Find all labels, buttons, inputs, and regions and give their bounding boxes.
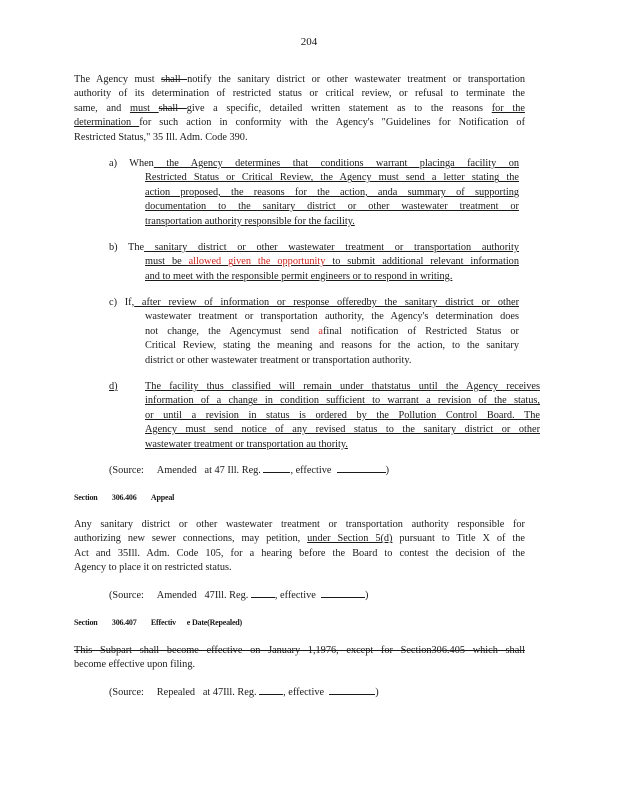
- blank-line: [337, 463, 386, 473]
- text-line: same, and must shall give a specific, detailed written statement as to the reasons for the: [74, 102, 525, 114]
- blank-line: [259, 685, 283, 695]
- blank-line: [263, 463, 290, 473]
- text-line: authority of its determination of restricted status or critical review, or refusal to terminate the: [74, 88, 525, 100]
- source-note: (Source: Repealed at 47Ill. Reg. , effective ): [109, 687, 379, 698]
- subsection-c-body: wastewater treatment or transportation authority, the Agency's determination does not change, the Agencymust send afinal notification of Restricted Status or Critical Review, stating the meaning and reasons for the action, to the sanitary district or other wastewater treatment or transportation authority.: [145, 311, 519, 366]
- paragraph-effective-date: This Subpart shall become effective on January 1,1976, except for Section306.405 which shall become effective upon filing.: [74, 645, 525, 671]
- section-heading: Section 306.407 Effectiv e Date(Repealed): [74, 618, 243, 627]
- blank-line: [251, 588, 275, 598]
- inserted-text: a: [318, 325, 323, 337]
- blank-line: [321, 588, 365, 598]
- text-line: Restricted Status," 35 Ill. Adm. Code 390.: [74, 131, 248, 143]
- subsection-d-body: The facility thus classified will remain under thatstatus until the Agency receives information of a change in condition sufficient to warrant a revision of the status, or until a revision in status is ordered by the Pollution Control Board. The Agency must send notice of any revised status to the sanitary district or other wastewater treatment or transportation au thority.: [145, 381, 540, 450]
- source-note: (Source: Amended at 47 Ill. Reg. , effective ): [109, 465, 390, 476]
- section-heading: Section 306.406 Appeal: [74, 493, 175, 502]
- source-note: (Source: Amended 47Ill. Reg. , effective ): [109, 590, 369, 601]
- subsection-d-label: d): [109, 381, 118, 392]
- paragraph-appeal: Any sanitary district or other wastewater treatment or transportation authority responsible for authorizing new sewer connections, may petition, under Section 5(d) pursuant to Title X of the Act and 35Ill. Adm. Code 105, for a hearing before the Board to contest the decision of the Agency to place it on restricted status.: [74, 519, 525, 574]
- text-line: The Agency must shall notify the sanitary district or other wastewater treatment or transportation: [74, 74, 525, 85]
- subsection-b: b) The sanitary district or other wastewater treatment or transportation authority: [109, 242, 519, 253]
- subsection-b-body: must be allowed given the opportunity to submit additional relevant information and to meet with the responsible permit engineers or to respond in writing.: [145, 256, 519, 282]
- subsection-a: a) When the Agency determines that conditions warrant placinga facility on: [109, 158, 519, 169]
- paragraph-notification: [74, 73, 525, 145]
- text-line: determination for such action in conformity with the Agency's "Guidelines for Notification of: [74, 117, 525, 129]
- inserted-text: allowed given the opportunity: [188, 256, 326, 268]
- page-number: 204: [300, 36, 318, 48]
- blank-line: [329, 685, 375, 695]
- subsection-a-body: Restricted Status or Critical Review, the Agency must send a letter stating the action proposed, the reasons for the action, anda summary of supporting documentation to the sanitary district or other wastewater treatment or transportation authority responsible for the facility.: [145, 172, 519, 227]
- subsection-c: c) If, after review of information or response offeredby the sanitary district or other: [109, 297, 519, 308]
